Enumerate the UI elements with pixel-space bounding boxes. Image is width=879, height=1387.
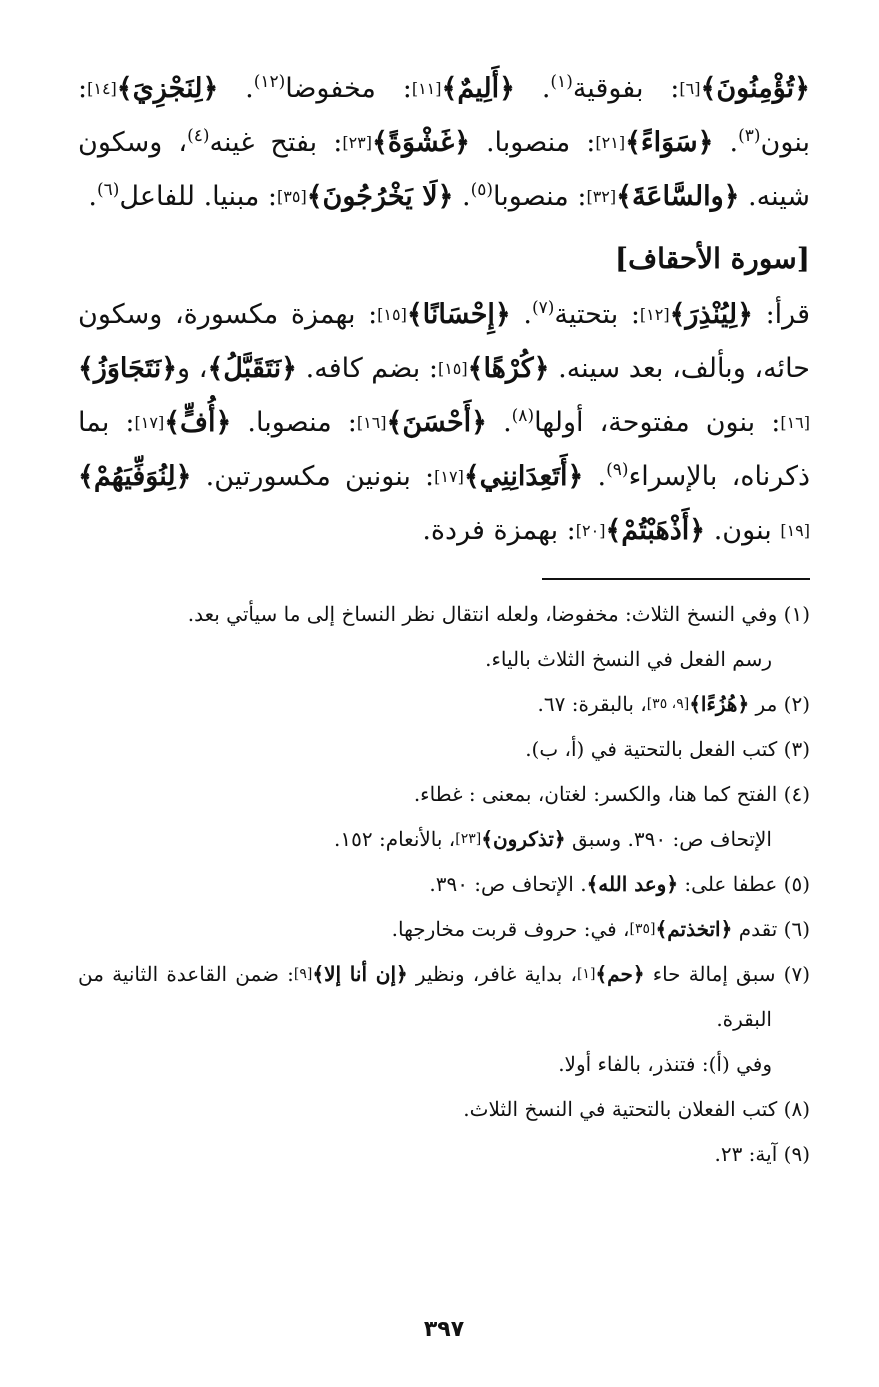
footnote-3: (٣) كتب الفعل بالتحتية في (أ، ب). [525, 737, 810, 761]
verse-number: [١٤] [87, 79, 117, 98]
text-run: : منصوبا. [231, 407, 357, 438]
quran-word: ﴿إِحْسَانًا﴾ [406, 299, 511, 330]
quran-word: ﴿وعد الله﴾ [586, 872, 679, 896]
quran-word: ﴿غَشْوَةً﴾ [372, 127, 470, 158]
verse-number: [٢٣] [455, 831, 482, 847]
verse-number: [٣٥] [277, 187, 307, 206]
book-page [78, 62, 810, 1372]
footnote-1: (١) وفي النسخ الثلاث: مخفوضا، ولعله انتقال نظر النساخ إلى ما سيأتي بعد. [187, 602, 810, 626]
text-run: ، و [177, 353, 208, 384]
text-run: : ضمن القاعدة الثانية من البقرة. [78, 962, 772, 1031]
verse-number: [١٩] [780, 521, 810, 540]
verse-number: [١٦] [356, 413, 387, 432]
quran-word: ﴿كُرْهًا﴾ [467, 353, 550, 384]
verse-number: [٢٠] [575, 521, 606, 540]
quran-word: ﴿نَتَجَاوَزُ﴾ [78, 353, 178, 384]
quran-word: ﴿أُفٍّ﴾ [164, 407, 232, 438]
surah-ahqaf-paragraph [78, 288, 810, 558]
text-run: . [88, 181, 97, 212]
surah-heading: [سورة الأحقاف] [614, 242, 810, 275]
footnote-6 [78, 907, 810, 952]
quran-word: ﴿إن أنا إلا﴾ [312, 962, 408, 986]
text-run: (٥) عطفا على: [678, 872, 810, 896]
verse-number: [١٧] [434, 467, 464, 486]
footnote-7 [78, 952, 810, 1042]
text-run: : بتحتية [554, 299, 640, 330]
footnote-9: (٩) آية: ٢٣. [714, 1142, 810, 1166]
quran-word: ﴿والسَّاعَةَ﴾ [616, 181, 740, 212]
text-run: : بما ذكرناه، بالإسراء [78, 407, 810, 492]
quran-word: ﴿أَذْهَبْتُمْ﴾ [605, 515, 706, 546]
text-run: (٦) تقدم [732, 917, 810, 941]
quran-word: ﴿اتخذتم﴾ [655, 917, 733, 941]
quran-word: ﴿نَتَقَبَّلُ﴾ [207, 353, 297, 384]
quran-word: ﴿سَوَاءً﴾ [625, 127, 714, 158]
quran-word: ﴿لِنَجْزِيَ﴾ [116, 73, 219, 104]
text-run: : بضم كافه. [297, 353, 438, 384]
footnote-ref[interactable]: (٩) [606, 460, 629, 480]
text-run: : بهمزة مكسورة، وسكون حائه، وبألف، بعد سينه. [78, 299, 810, 384]
quran-word: ﴿تُؤْمِنُونَ﴾ [700, 73, 810, 104]
text-run: . [515, 73, 551, 104]
verse-number: [١٥] [377, 305, 407, 324]
text-run: ، وسكون شينه. [78, 127, 810, 212]
quran-word: ﴿أَتَعِدَانِنِي﴾ [463, 461, 584, 492]
footnote-ref[interactable]: (٧) [531, 298, 555, 318]
text-run: : مخفوضا [285, 73, 412, 104]
text-run: : بنون [78, 73, 810, 158]
verse-number: [٦] [679, 79, 701, 98]
verse-number: [٣٥] [629, 921, 656, 937]
verse-number: [١٦] [780, 413, 810, 432]
verse-number: [٩] [293, 966, 313, 982]
text-run: . [453, 181, 471, 212]
page-number: ٣٩٧ [423, 1317, 465, 1342]
footnote-8: (٨) كتب الفعلان بالتحتية في النسخ الثلاث. [463, 1097, 810, 1121]
text-run: الإتحاف ص: ٣٩٠. وسبق [565, 827, 772, 851]
text-run: . [583, 461, 607, 492]
footnote-ref[interactable]: (١٢) [253, 72, 286, 92]
quran-word: ﴿حم﴾ [595, 962, 645, 986]
verse-number: [٣٢] [586, 187, 617, 206]
verse-number: [٩، ٣٥] [646, 696, 690, 712]
text-run: . [218, 73, 254, 104]
text-run: : بفتح غينه [209, 127, 343, 158]
footnote-5 [78, 862, 810, 907]
footnote-4-continuation [78, 817, 810, 862]
verse-number: [١] [576, 966, 596, 982]
footnote-ref[interactable]: (٦) [96, 180, 120, 200]
quran-word: ﴿أَلِيمٌ﴾ [441, 73, 515, 104]
quran-word: ﴿لِيُنْذِرَ﴾ [669, 299, 753, 330]
footnote-divider [542, 578, 810, 580]
footnote-ref[interactable]: (٤) [187, 126, 210, 146]
text-run: : منصوبا [493, 181, 587, 212]
text-run: ، في: حروف قربت مخارجها. [391, 917, 630, 941]
text-run: (٢) مر [749, 692, 810, 716]
quran-word: ﴿لِنُوَفِّيَهُمْ﴾ [78, 461, 192, 492]
quran-word: ﴿أَحْسَنَ﴾ [386, 407, 488, 438]
footnote-ref[interactable]: (٨) [511, 406, 535, 426]
surah-jathiya-paragraph [78, 62, 810, 224]
text-run: : بنون مفتوحة، أولها [534, 407, 781, 438]
text-run: : مبنيا. للفاعل [119, 181, 277, 212]
text-run: : بهمزة فردة. [422, 515, 576, 546]
text-run: . الإتحاف ص: ٣٩٠. [429, 872, 587, 896]
verse-number: [١٥] [437, 359, 468, 378]
text-run: : منصوبا. [469, 127, 596, 158]
text-run: ، بداية غافر، ونظير [407, 962, 577, 986]
footnote-7-continuation: وفي (أ): فتنذر، بالفاء أولا. [558, 1052, 772, 1076]
quran-word: ﴿تذكرون﴾ [481, 827, 566, 851]
footnotes [78, 592, 810, 1177]
text-run: قرأ: [752, 299, 810, 330]
text-run: . [713, 127, 739, 158]
verse-number: [٢١] [595, 133, 626, 152]
footnote-1-continuation: رسم الفعل في النسخ الثلاث بالياء. [485, 647, 772, 671]
verse-number: [١٢] [639, 305, 670, 324]
text-run: : بفوقية [572, 73, 680, 104]
text-run: ، بالأنعام: ١٥٢. [334, 827, 456, 851]
footnote-2 [78, 682, 810, 727]
verse-number: [١٧] [134, 413, 165, 432]
text-run: . [487, 407, 512, 438]
text-run: بنون. [705, 515, 781, 546]
footnote-ref[interactable]: (١) [550, 72, 573, 92]
footnote-4: (٤) الفتح كما هنا، والكسر: لغتان، بمعنى : غطاء. [413, 782, 810, 806]
text-run: ، بالبقرة: ٦٧. [537, 692, 647, 716]
verse-number: [١١] [411, 79, 442, 98]
text-run: : بنونين مكسورتين. [191, 461, 435, 492]
quran-word: ﴿لَا يَخْرُجُونَ﴾ [306, 181, 454, 212]
text-run: (٧) سبق إمالة حاء [644, 962, 810, 986]
footnote-ref[interactable]: (٥) [470, 180, 494, 200]
quran-word: ﴿هُزُءًا﴾ [689, 692, 750, 716]
text-run: . [510, 299, 532, 330]
footnote-ref[interactable]: (٣) [738, 126, 761, 146]
verse-number: [٢٣] [342, 133, 372, 152]
